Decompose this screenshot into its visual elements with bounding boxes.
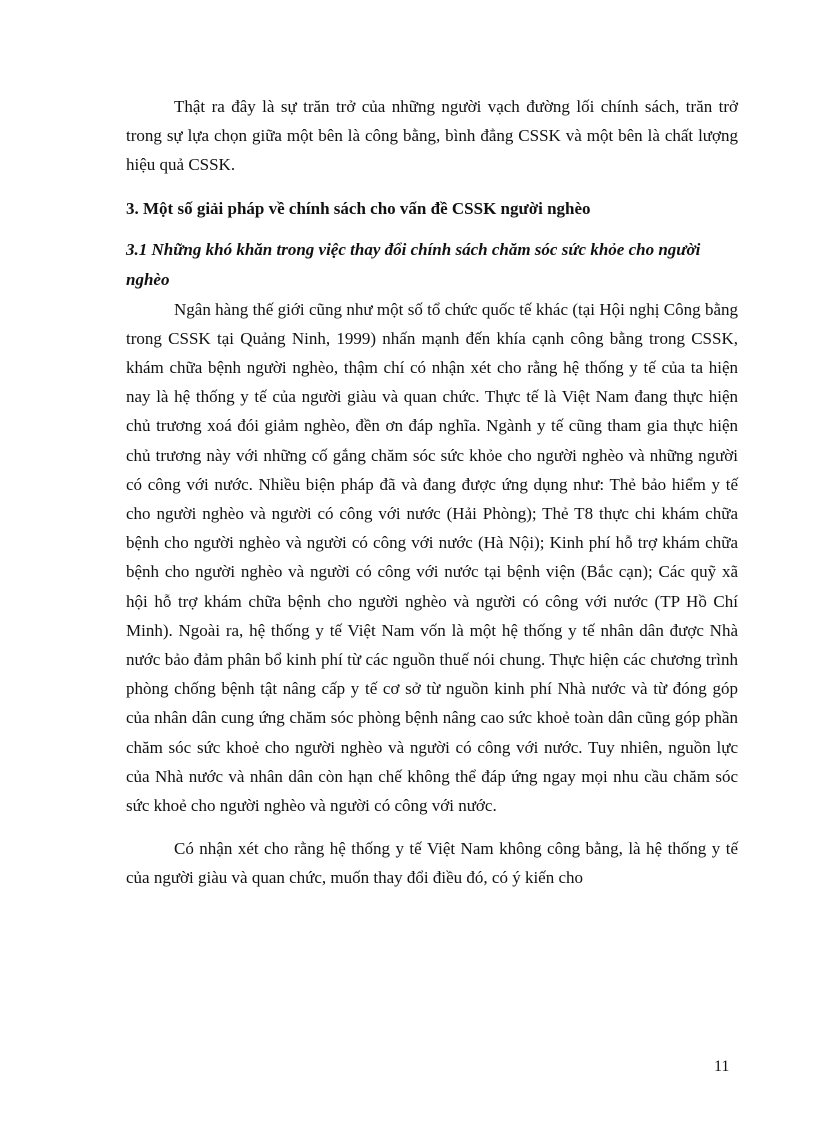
paragraph-main: Ngân hàng thế giới cũng như một số tổ chức quốc tế khác (tại Hội nghị Công bằng trong CSSK tại Quảng Ninh, 1999) nhấn mạnh đến khía cạnh công bằng trong CSSK, khám chữa bệnh người nghèo, thậm chí có nhận xét cho rằng hệ thống y tế của ta hiện nay là hệ thống y tế của người giàu và quan chức. Thực tế là Việt Nam đang thực hiện chủ trương xoá đói giảm nghèo, đền ơn đáp nghĩa. Ngành y tế cũng tham gia thực hiện chủ trương này với những cố gắng chăm sóc sức khỏe cho người nghèo và những người có công với nước. Nhiều biện pháp đã và đang được ứng dụng như: Thẻ bảo hiểm y tế cho người nghèo và người có công với nước (Hải Phòng); Thẻ T8 thực chi khám chữa bệnh cho người nghèo và người có công với nước (Hà Nội); Kinh phí hỗ trợ khám chữa bệnh cho người nghèo và người có công với nước tại bệnh viện (Bắc cạn); Các quỹ xã hội hỗ trợ khám chữa bệnh cho người nghèo và người có công với nước (TP Hồ Chí Minh). Ngoài ra, hệ thống y tế Việt Nam vốn là một hệ thống y tế nhân dân được Nhà nước bảo đảm phân bổ kinh phí từ các nguồn thuế nói chung. Thực hiện các chương trình phòng chống bệnh tật nâng cấp y tế cơ sở từ nguồn kinh phí Nhà nước và từ đóng góp của nhân dân cung ứng chăm sóc phòng bệnh nâng cao sức khoẻ toàn dân cũng góp phần chăm sóc sức khoẻ cho người nghèo và người có công với nước. Tuy nhiên, nguồn lực của Nhà nước và nhân dân còn hạn chế không thể đáp ứng ngay mọi nhu cầu chăm sóc sức khoẻ cho người nghèo và người có công với nước.	[126, 299, 738, 816]
paragraph-intro: Thật ra đây là sự trăn trở của những người vạch đường lối chính sách, trăn trở trong sự lựa chọn giữa một bên là công bằng, bình đẳng CSSK và một bên là chất lượng hiệu quả CSSK.	[126, 97, 738, 175]
paragraph-continuation: Có nhận xét cho rằng hệ thống y tế Việt Nam không công bằng, là hệ thống y tế của người giàu và quan chức, muốn thay đổi điều đó, có ý kiến cho	[126, 839, 738, 888]
page-number: 11	[714, 1058, 730, 1075]
subsection-heading: 3.1 Những khó khăn trong việc thay đổi chính sách chăm sóc sức khỏe cho người nghèo	[126, 239, 701, 289]
section-heading: 3. Một số giải pháp về chính sách cho vấn đề CSSK người nghèo	[126, 198, 591, 218]
page-content	[126, 92, 738, 893]
